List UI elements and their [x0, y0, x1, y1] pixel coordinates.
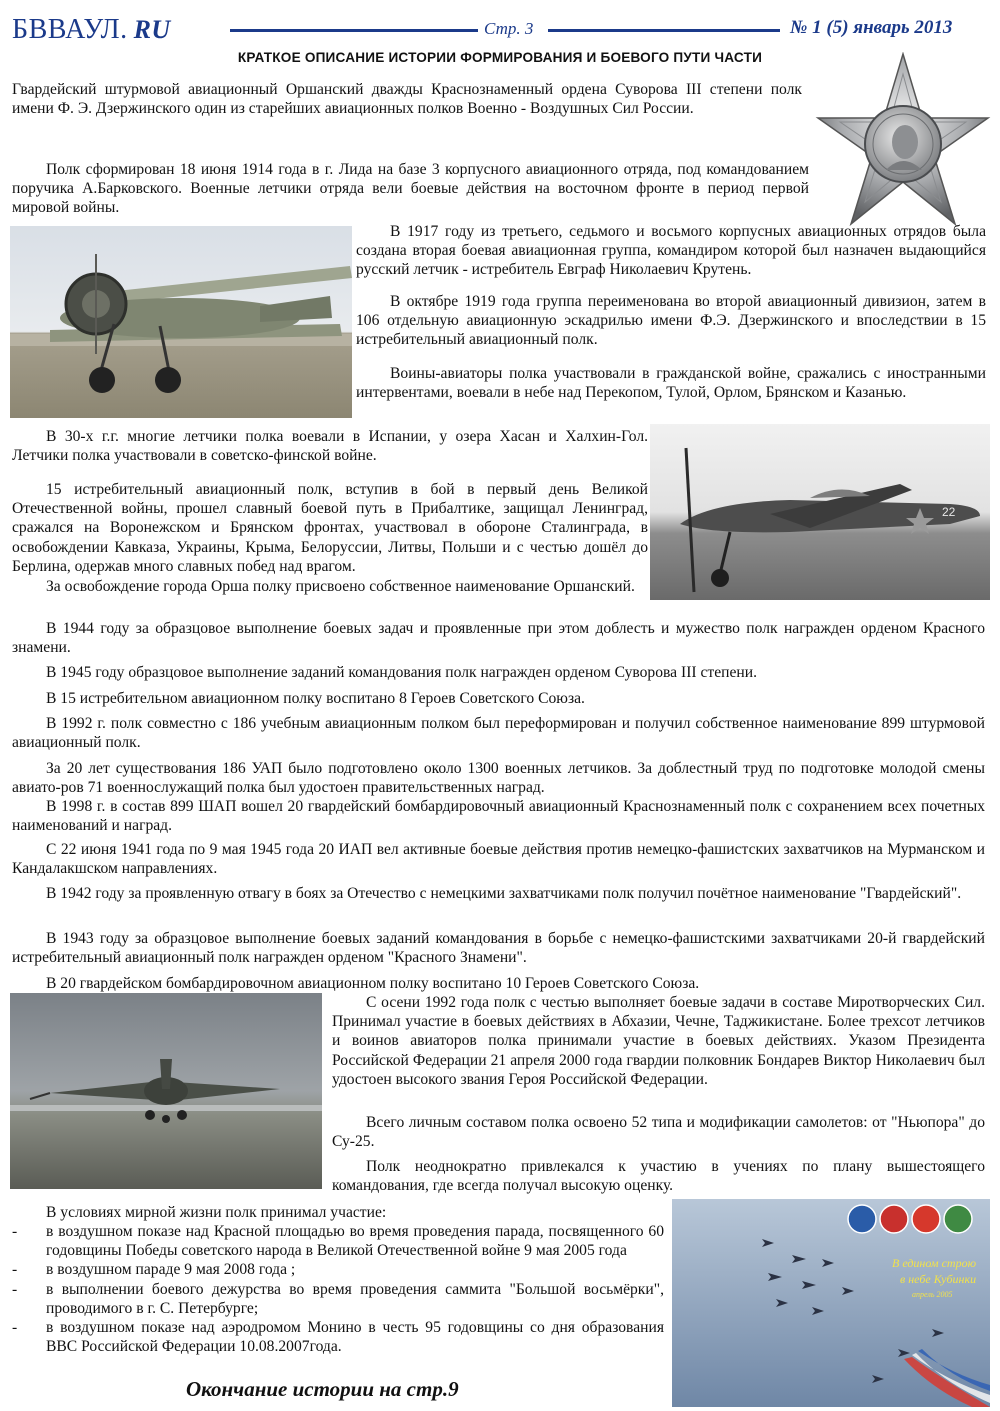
- text-paragraph: Полк неоднократно привлекался к участию в учениях по плану вышестоящего командования, где всегда получал высокую оценку.: [332, 1158, 985, 1195]
- text-paragraph: За 20 лет существования 186 УАП было подготовлено около 1300 военных летчиков. За доблестный труд по подготовке молодой смены авиато-ров 71 военнослужащий полка был удостоен правительственных наград.: [12, 760, 985, 797]
- header-rule-left: [230, 29, 478, 32]
- poster-caption-line3: апрель 2005: [912, 1290, 953, 1299]
- text-paragraph: В 1944 году за образцовое выполнение боевых задач и проявленные при этом доблесть и мужество полк награжден орденом Красного знамени.: [12, 620, 985, 657]
- list-dash: -: [12, 1261, 18, 1279]
- fighter-photo: [650, 424, 990, 600]
- list-dash: -: [12, 1280, 18, 1298]
- text-paragraph: За освобождение города Орша полку присвоено собственное наименование Оршанский.: [46, 578, 635, 595]
- svg-text:22: 22: [942, 505, 956, 519]
- article-title: КРАТКОЕ ОПИСАНИЕ ИСТОРИИ ФОРМИРОВАНИЯ И БОЕВОГО ПУТИ ЧАСТИ: [237, 50, 763, 65]
- text-paragraph: В 30-х г.г. многие летчики полка воевали в Испании, у озера Хасан и Халхин-Гол. Летчики полка участвовали в советско-финской войне.: [12, 428, 648, 465]
- list-item-text: в выполнении боевого дежурства во время проведения саммита "Большой восьмёрки", проводимого в г. С. Петербурге;: [46, 1280, 664, 1317]
- text-paragraph: В 1992 г. полк совместно с 186 учебным авиационным полком был переформирован и получил собственное наименование 899 штурмовой авиационный полк.: [12, 715, 985, 752]
- site-logo-suffix: RU: [133, 15, 171, 44]
- list-item-text: в воздушном показе над аэродромом Монино в честь 95 годовщины со дня образования ВВС Российской Федерации 10.08.2007года.: [46, 1319, 664, 1356]
- list-item: [12, 1260, 664, 1279]
- continued-note: Окончание истории на стр.9: [186, 1377, 459, 1401]
- page-number: Стр. 3: [484, 19, 534, 38]
- site-logo-text: БВВАУЛ.: [12, 14, 128, 45]
- list-dash: -: [12, 1223, 18, 1240]
- text-paragraph: С осени 1992 года полк с честью выполняет боевые задачи в составе Миротворческих Сил. Принимал участие в боевых действиях в Абхазии, Чечне, Таджикистане. Более трехсот летчиков и воинов авиаторов полка принимали участие в боевых действиях. Указом Президента Российской Федерации 21 апреля 2000 года гвардии полковник Бондарев Виктор Николаевич был удостоен высокого звания Героя Российской Федерации.: [332, 994, 985, 1088]
- list-item-text: в воздушном показе над Красной площадью во время проведения парада, посвященного 60 годовщины Победы советского народа в Великой Отечественной войне 9 мая 2005 года: [46, 1223, 664, 1260]
- biplane-photo: [10, 226, 352, 418]
- header-rule-right: [548, 29, 780, 32]
- text-paragraph: Полк сформирован 18 июня 1914 года в г. Лида на базе 3 корпусного авиационного отряда, под командованием поручика А.Барковского. Военные летчики отряда вели боевые действия на восточном фронте в период первой мировой войны.: [12, 161, 809, 217]
- text-paragraph: В 1917 году из третьего, седьмого и восьмого корпусных авиационных отрядов была создана вторая боевая авиационная группа, командиром которой был назначен выдающийся русский летчик - истребитель Евграф Николаевич Крутень.: [356, 223, 986, 279]
- poster-caption-line1: В едином строю: [892, 1256, 977, 1270]
- text-paragraph: В 15 истребительном авиационном полку воспитано 8 Героев Советского Союза.: [46, 690, 585, 707]
- list-item-text: в воздушном параде 9 мая 2008 года ;: [46, 1261, 296, 1279]
- text-paragraph: В октябре 1919 года группа переименована во второй авиационный дивизион, затем в 106 отдельную авиационную эскадрилью имени Ф.Э. Дзержинского и впоследствии в 15 истребительный авиационный полк.: [356, 293, 986, 349]
- list-item: [12, 1318, 664, 1356]
- su25-photo: [10, 993, 322, 1189]
- text-paragraph: Всего личным составом полка освоено 52 типа и модификации самолетов: от "Ньюпора" до Су-25.: [332, 1114, 985, 1151]
- list-dash: -: [12, 1319, 18, 1337]
- participation-list: [12, 1222, 664, 1356]
- text-paragraph: Воины-авиаторы полка участвовали в гражданской войне, сражались с иностранными интервентами, воевали в небе над Перекопом, Тулой, Орлом, Брянском и Казанью.: [356, 365, 986, 402]
- text-paragraph: В 1998 г. в состав 899 ШАП вошел 20 гвардейский бомбардировочный авиационный Краснознаменный полк с сохранением всех почетных наименований и наград.: [12, 798, 985, 835]
- order-of-suvorov-image: [808, 52, 998, 242]
- text-paragraph: С 22 июня 1941 года по 9 мая 1945 года 20 ИАП вел активные боевые действия против немецко-фашистских захватчиков на Мурманском и Кандалакшском направлениях.: [12, 841, 985, 878]
- text-paragraph: В 20 гвардейском бомбардировочном авиационном полку воспитано 10 Героев Советского Союза.: [46, 975, 700, 992]
- issue-label: № 1 (5) январь 2013: [790, 17, 953, 38]
- formation-poster-photo: [672, 1199, 990, 1407]
- poster-caption-line2: в небе Кубинки: [900, 1272, 977, 1286]
- text-paragraph: В 1945 году образцовое выполнение заданий командования полк награжден орденом Суворова III степени.: [46, 664, 757, 681]
- text-paragraph: В 1942 году за проявленную отвагу в боях за Отечество с немецкими захватчиками полк получил почётное наименование "Гвардейский".: [46, 885, 962, 902]
- intro-paragraph: Гвардейский штурмовой авиационный Оршанский дважды Краснознаменный ордена Суворова III степени полк имени Ф. Э. Дзержинского один из старейших авиационных полков Военно - Воздушных Сил России.: [12, 81, 802, 118]
- list-intro: В условиях мирной жизни полк принимал участие:: [46, 1204, 387, 1221]
- text-paragraph: 15 истребительный авиационный полк, вступив в бой в первый день Великой Отечественной войны, прошел славный боевой путь в Прибалтике, защищал Ленинград, сражался на Воронежском и Брянском фронтах, участвовал в обороне Сталинграда, в освобождении Кавказа, Украины, Крыма, Белоруссии, Литвы, Польши и с честью дошёл до Берлина, одержав много славных побед над врагом.: [12, 481, 648, 575]
- site-logo[interactable]: [12, 14, 171, 46]
- list-item: [12, 1280, 664, 1318]
- text-paragraph: В 1943 году за образцовое выполнение боевых заданий командования в борьбе с немецко-фашистскими захватчиками 20-й гвардейский истребительный авиационный полк награжден орденом "Красного Знамени".: [12, 930, 985, 967]
- list-item: [12, 1222, 664, 1260]
